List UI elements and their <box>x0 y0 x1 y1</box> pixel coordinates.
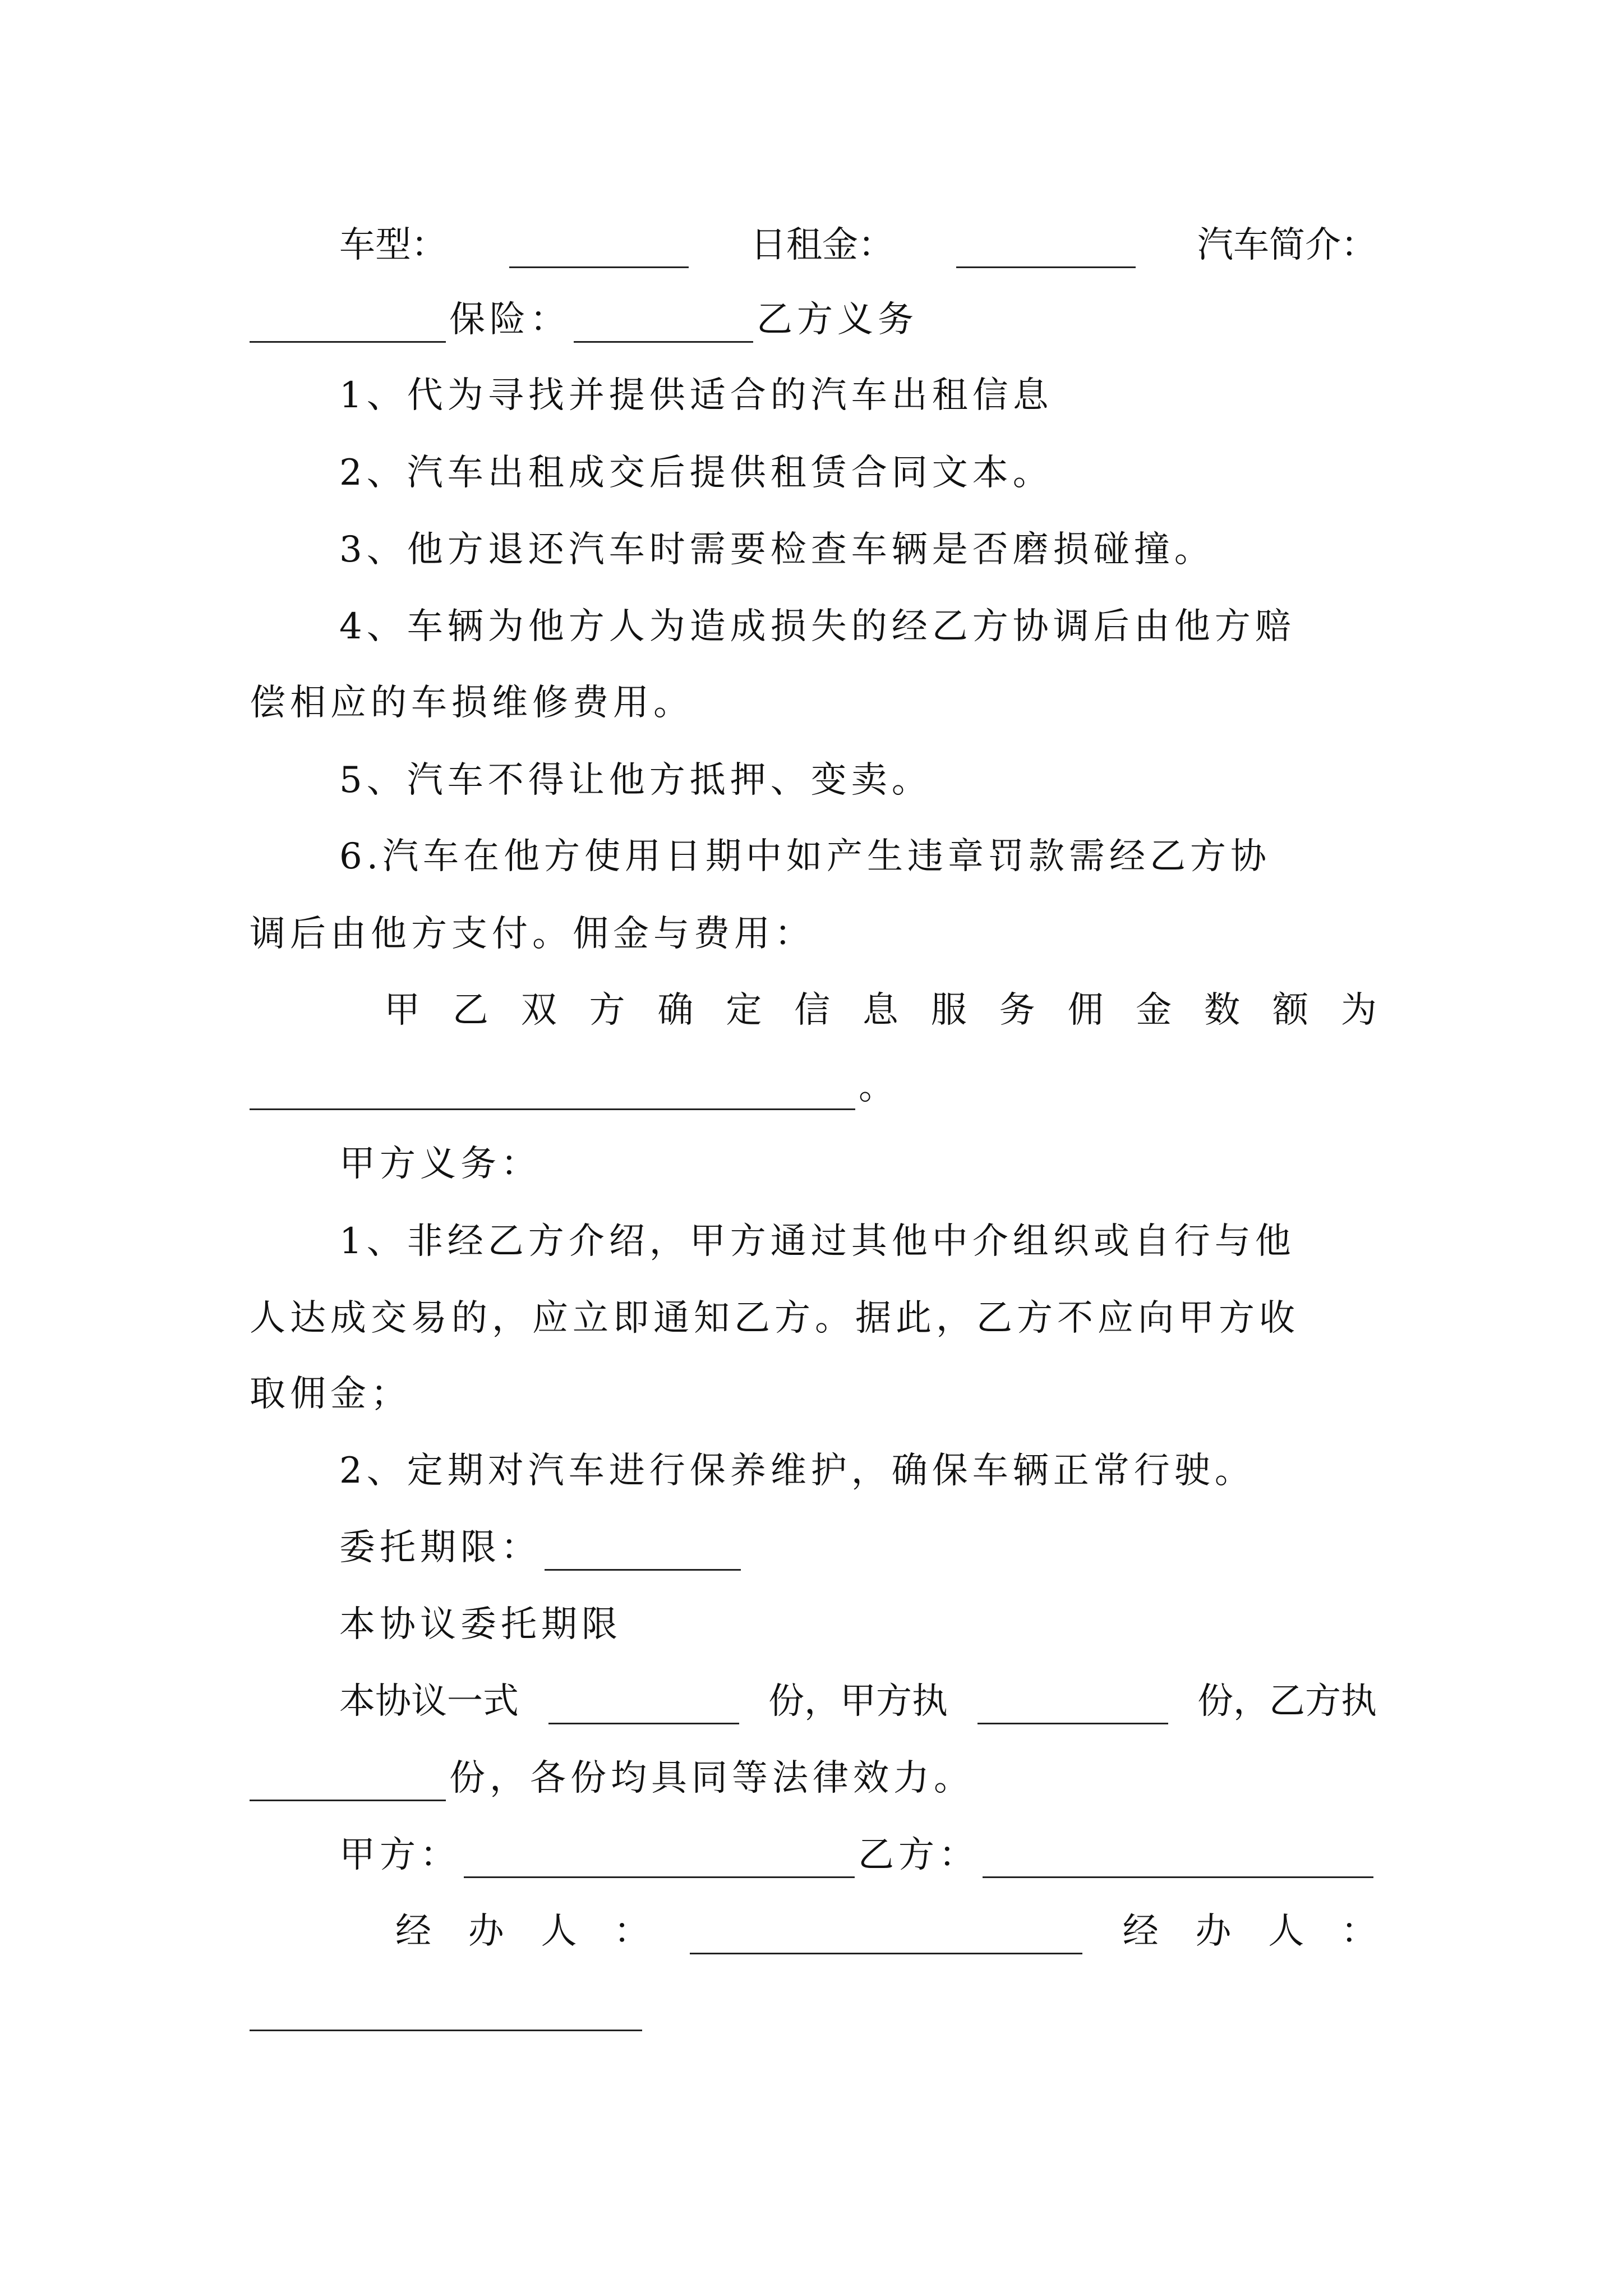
daily-rent-blank[interactable] <box>956 223 1136 268</box>
parties-line <box>250 1819 1377 1892</box>
commission-char: 服 <box>930 990 967 1031</box>
party-a-duty-1-line-2: 人达成交易的，应立即通知乙方。据此，乙方不应向甲方收 <box>250 1297 1299 1339</box>
car-intro-label: 汽车简介： <box>1197 224 1377 266</box>
handler-b-char: 人 <box>1268 1911 1304 1952</box>
party-b-duty-6-line-2: 调后由他方支付。佣金与费用： <box>250 913 815 955</box>
commission-char: 息 <box>862 990 898 1031</box>
party-b-duty-6-line-1: 6.汽车在他方使用日期中如产生违章罚款需经乙方协 <box>339 836 1271 877</box>
copies-part-3: 份，乙方执 <box>1197 1681 1377 1722</box>
party-a-label: 甲方： <box>339 1834 460 1876</box>
party-b-blank[interactable] <box>983 1833 1373 1878</box>
car-model-label: 车型： <box>339 224 447 266</box>
entrust-period-blank[interactable] <box>545 1525 741 1571</box>
entrust-period-label: 委托期限： <box>339 1527 541 1568</box>
commission-char: 乙 <box>452 990 488 1031</box>
commission-char: 为 <box>1340 990 1377 1031</box>
commission-char: 确 <box>657 990 694 1031</box>
entrust-period-text: 本协议委托期限 <box>339 1604 622 1645</box>
handler-b-char: ： <box>1341 1911 1377 1952</box>
commission-char: 定 <box>726 990 762 1031</box>
daily-rent-label: 日租金： <box>750 224 894 266</box>
handler-a-char: ： <box>614 1911 650 1952</box>
party-b-duty-4-line-2: 偿相应的车损维修费用。 <box>250 682 694 724</box>
copies-part-1: 本协议一式 <box>339 1681 519 1722</box>
vehicle-info-line <box>250 209 1377 282</box>
commission-char: 额 <box>1272 990 1308 1031</box>
copies-line-2 <box>250 1742 1377 1815</box>
party-a-duty-1-line-1: 1、非经乙方介绍，甲方通过其他中介组织或自行与他 <box>339 1221 1295 1262</box>
commission-char: 信 <box>794 990 831 1031</box>
commission-char: 数 <box>1204 990 1241 1031</box>
car-intro-blank[interactable] <box>250 297 446 343</box>
commission-char: 方 <box>589 990 625 1031</box>
party-b-copies-blank[interactable] <box>250 1756 446 1801</box>
commission-char: 佣 <box>1067 990 1104 1031</box>
party-b-label: 乙方： <box>858 1834 979 1876</box>
party-a-copies-blank[interactable] <box>978 1679 1168 1724</box>
copies-part-2: 份，甲方执 <box>768 1681 948 1722</box>
copies-line <box>250 1665 1377 1738</box>
party-a-blank[interactable] <box>464 1833 855 1878</box>
party-a-duty-2: 2、定期对汽车进行保养维护，确保车辆正常行驶。 <box>339 1450 1255 1492</box>
handler-b-char: 办 <box>1195 1911 1232 1952</box>
party-a-duties-heading: 甲方义务： <box>339 1143 541 1185</box>
commission-char: 双 <box>520 990 557 1031</box>
total-copies-blank[interactable] <box>548 1679 739 1724</box>
handler-b-char: 经 <box>1122 1911 1159 1952</box>
entrust-period-line <box>250 1511 1377 1584</box>
commission-char: 务 <box>999 990 1035 1031</box>
party-b-duty-4-line-1: 4、车辆为他方人为造成损失的经乙方协调后由他方赔 <box>339 606 1295 647</box>
commission-char: 甲 <box>384 990 420 1031</box>
commission-amount-blank[interactable] <box>250 1065 855 1110</box>
party-b-duty-3: 3、他方退还汽车时需要检查车辆是否磨损碰撞。 <box>339 529 1215 570</box>
copies-part-4: 份，各份均具同等法律效力。 <box>449 1757 974 1799</box>
document-page <box>250 0 1377 2296</box>
handler-b-blank[interactable] <box>250 1986 642 2031</box>
handler-a-blank[interactable] <box>690 1909 1082 1954</box>
party-b-duty-5: 5、汽车不得让他方抵押、变卖。 <box>339 760 932 801</box>
commission-amount-line <box>250 974 1377 1047</box>
handlers-line <box>250 1895 1377 1968</box>
car-model-blank[interactable] <box>509 223 689 268</box>
commission-char: 金 <box>1136 990 1172 1031</box>
period-mark: 。 <box>859 1066 899 1108</box>
handler-a-char: 办 <box>468 1911 504 1952</box>
handler-a-char: 人 <box>541 1911 577 1952</box>
insurance-line <box>250 283 1377 356</box>
insurance-blank[interactable] <box>574 297 753 343</box>
handler-a-char: 经 <box>395 1911 431 1952</box>
party-b-duty-2: 2、汽车出租成交后提供租赁合同文本。 <box>339 452 1053 494</box>
handler-b-blank-line <box>250 1972 1377 2045</box>
party-b-duties-heading: 乙方义务 <box>757 299 918 341</box>
insurance-label: 保险： <box>449 299 570 341</box>
party-b-duty-1: 1、代为寻找并提供适合的汽车出租信息 <box>339 375 1053 416</box>
commission-blank-line <box>250 1051 1377 1124</box>
party-a-duty-1-line-3: 取佣金； <box>250 1373 411 1415</box>
